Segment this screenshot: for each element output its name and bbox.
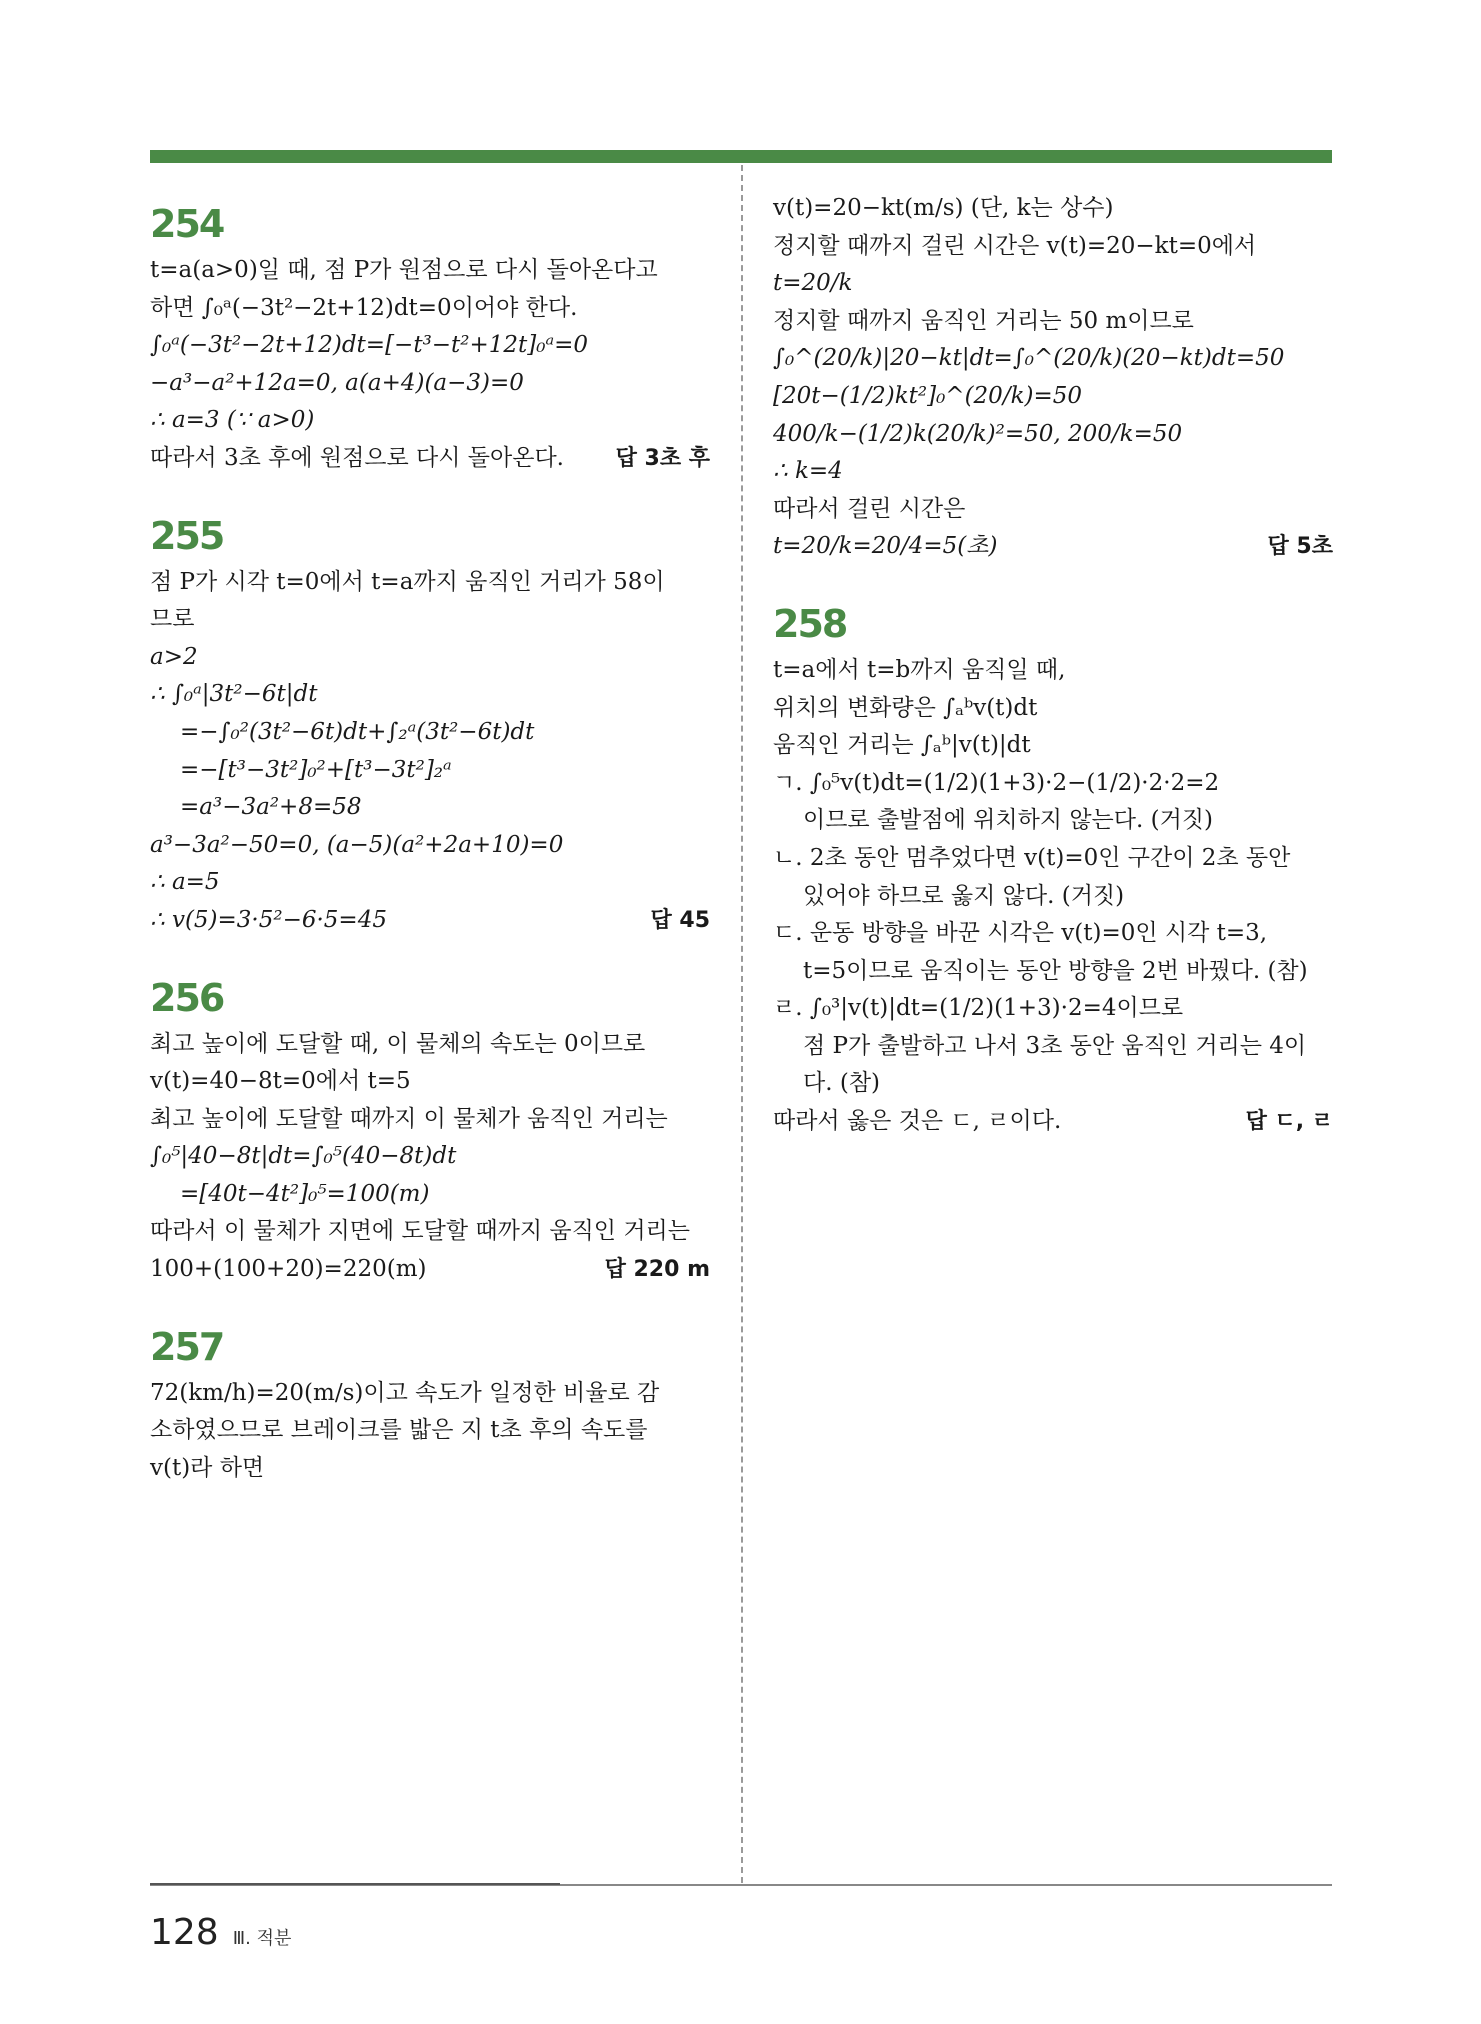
answer-label: 답 220 m: [604, 1257, 710, 1283]
solution-line: 점 P가 시각 t=0에서 t=a까지 움직인 거리가 58이: [150, 568, 665, 595]
solution-line: [773, 1108, 1333, 1136]
solution-line: v(t)라 하면: [150, 1454, 265, 1481]
solution-line: ∫₀ᵃ(−3t²−2t+12)dt=[−t³−t²+12t]₀ᵃ=0: [150, 332, 589, 359]
solution-line: 위치의 변화량은 ∫ₐᵇv(t)dt: [773, 694, 1038, 721]
problem-section: [150, 513, 710, 935]
solution-line: [150, 1256, 710, 1284]
solution-line: 정지할 때까지 움직인 거리는 50 m이므로: [773, 307, 1194, 334]
solution-line: 따라서 이 물체가 지면에 도달할 때까지 움직인 거리는: [150, 1218, 690, 1245]
left-column: [150, 195, 710, 1526]
solution-line: ㄷ. 운동 방향을 바꾼 시각은 v(t)=0인 시각 t=3,: [773, 920, 1268, 947]
problem-section: [150, 975, 710, 1284]
solution-line: ㄹ. ∫₀³|v(t)|dt=(1/2)(1+3)·2=4이므로: [773, 995, 1184, 1022]
problem-number: 254: [150, 202, 224, 246]
solution-line: 400/k−(1/2)k(20/k)²=50, 200/k=50: [773, 420, 1183, 447]
solution-line: t=a(a>0)일 때, 점 P가 원점으로 다시 돌아온다고: [150, 257, 658, 283]
solution-line: 최고 높이에 도달할 때, 이 물체의 속도는 0이므로: [150, 1030, 646, 1057]
page-number: 128: [150, 1912, 219, 1953]
problem-number: 256: [150, 975, 224, 1020]
column-divider: [741, 165, 743, 1883]
solution-line: ∴ ∫₀ᵃ|3t²−6t|dt: [150, 681, 318, 708]
answer-label: 답 45: [650, 907, 710, 933]
solution-line: =a³−3a²+8=58: [180, 794, 362, 821]
solution-line: ∴ k=4: [773, 458, 843, 485]
solution-line: ㄱ. ∫₀⁵v(t)dt=(1/2)(1+3)·2−(1/2)·2·2=2: [773, 769, 1220, 796]
solution-line: t=a에서 t=b까지 움직일 때,: [773, 656, 1066, 683]
solution-line: v(t)=20−kt(m/s) (단, k는 상수): [773, 195, 1114, 221]
solution-line: v(t)=40−8t=0에서 t=5: [150, 1068, 411, 1095]
solution-line: [150, 445, 710, 473]
problem-section: [150, 1324, 710, 1483]
right-column: [773, 195, 1333, 1180]
solution-line: 하면 ∫₀ᵃ(−3t²−2t+12)dt=0이어야 한다.: [150, 294, 578, 321]
page-footer: [150, 1912, 291, 1953]
solution-line: 므로: [150, 606, 195, 633]
solution-line: =[40t−4t²]₀⁵=100(m): [180, 1180, 430, 1207]
solution-line: 움직인 거리는 ∫ₐᵇ|v(t)|dt: [773, 732, 1031, 759]
solution-line: ∴ a=5: [150, 869, 220, 896]
answer-label: 답 ㄷ, ㄹ: [1245, 1109, 1333, 1135]
solution-text: 100+(100+20)=220(m): [150, 1256, 427, 1283]
header-bar: [150, 150, 1332, 163]
problem-section: [773, 195, 1333, 561]
problem-number: 258: [773, 601, 847, 646]
problem-number: 255: [150, 513, 224, 558]
solution-line: =−[t³−3t²]₀²+[t³−3t²]₂ᵃ: [180, 756, 452, 783]
solution-text: ∴ v(5)=3·5²−6·5=45: [150, 906, 387, 933]
solution-line: 소하였으므로 브레이크를 밟은 지 t초 후의 속도를: [150, 1417, 648, 1444]
solution-line: ㄴ. 2초 동안 멈추었다면 v(t)=0인 구간이 2초 동안: [773, 844, 1291, 871]
solution-line: [20t−(1/2)kt²]₀^(20/k)=50: [773, 382, 1083, 409]
solution-text: t=20/k=20/4=5(초): [773, 533, 998, 560]
solution-line: 이므로 출발점에 위치하지 않는다. (거짓): [803, 807, 1213, 834]
solution-line: −a³−a²+12a=0, a(a+4)(a−3)=0: [150, 369, 524, 396]
problem-section: [773, 601, 1333, 1136]
solution-text: 따라서 3초 후에 원점으로 다시 돌아온다.: [150, 444, 564, 471]
solution-line: [773, 533, 1333, 561]
solution-line: ∴ a=3 (∵ a>0): [150, 407, 315, 434]
answer-label: 답 3초 후: [615, 445, 710, 471]
solution-line: ∫₀⁵|40−8t|dt=∫₀⁵(40−8t)dt: [150, 1143, 457, 1170]
solution-line: 따라서 걸린 시간은: [773, 495, 966, 522]
solution-line: 있어야 하므로 옳지 않다. (거짓): [803, 882, 1125, 909]
solution-line: [150, 907, 710, 935]
solution-line: 72(km/h)=20(m/s)이고 속도가 일정한 비율로 감: [150, 1379, 660, 1406]
problem-section: [150, 202, 710, 473]
footer-rule: [150, 1884, 1332, 1886]
solution-line: 정지할 때까지 걸린 시간은 v(t)=20−kt=0에서: [773, 232, 1257, 259]
solution-text: 따라서 옳은 것은 ㄷ, ㄹ이다.: [773, 1108, 1062, 1135]
solution-line: a>2: [150, 643, 198, 670]
solution-line: 점 P가 출발하고 나서 3초 동안 움직인 거리는 4이: [803, 1032, 1307, 1059]
problem-number: 257: [150, 1324, 224, 1369]
solution-line: ∫₀^(20/k)|20−kt|dt=∫₀^(20/k)(20−kt)dt=50: [773, 345, 1285, 372]
solution-line: t=5이므로 움직이는 동안 방향을 2번 바꿨다. (참): [803, 957, 1308, 984]
solution-line: a³−3a²−50=0, (a−5)(a²+2a+10)=0: [150, 831, 564, 858]
answer-label: 답 5초: [1267, 534, 1333, 560]
chapter-label: Ⅲ. 적분: [232, 1928, 292, 1949]
solution-line: =−∫₀²(3t²−6t)dt+∫₂ᵃ(3t²−6t)dt: [180, 718, 535, 745]
solution-line: 다. (참): [803, 1070, 881, 1097]
solution-line: 최고 높이에 도달할 때까지 이 물체가 움직인 거리는: [150, 1105, 668, 1132]
solution-line: t=20/k: [773, 270, 853, 297]
